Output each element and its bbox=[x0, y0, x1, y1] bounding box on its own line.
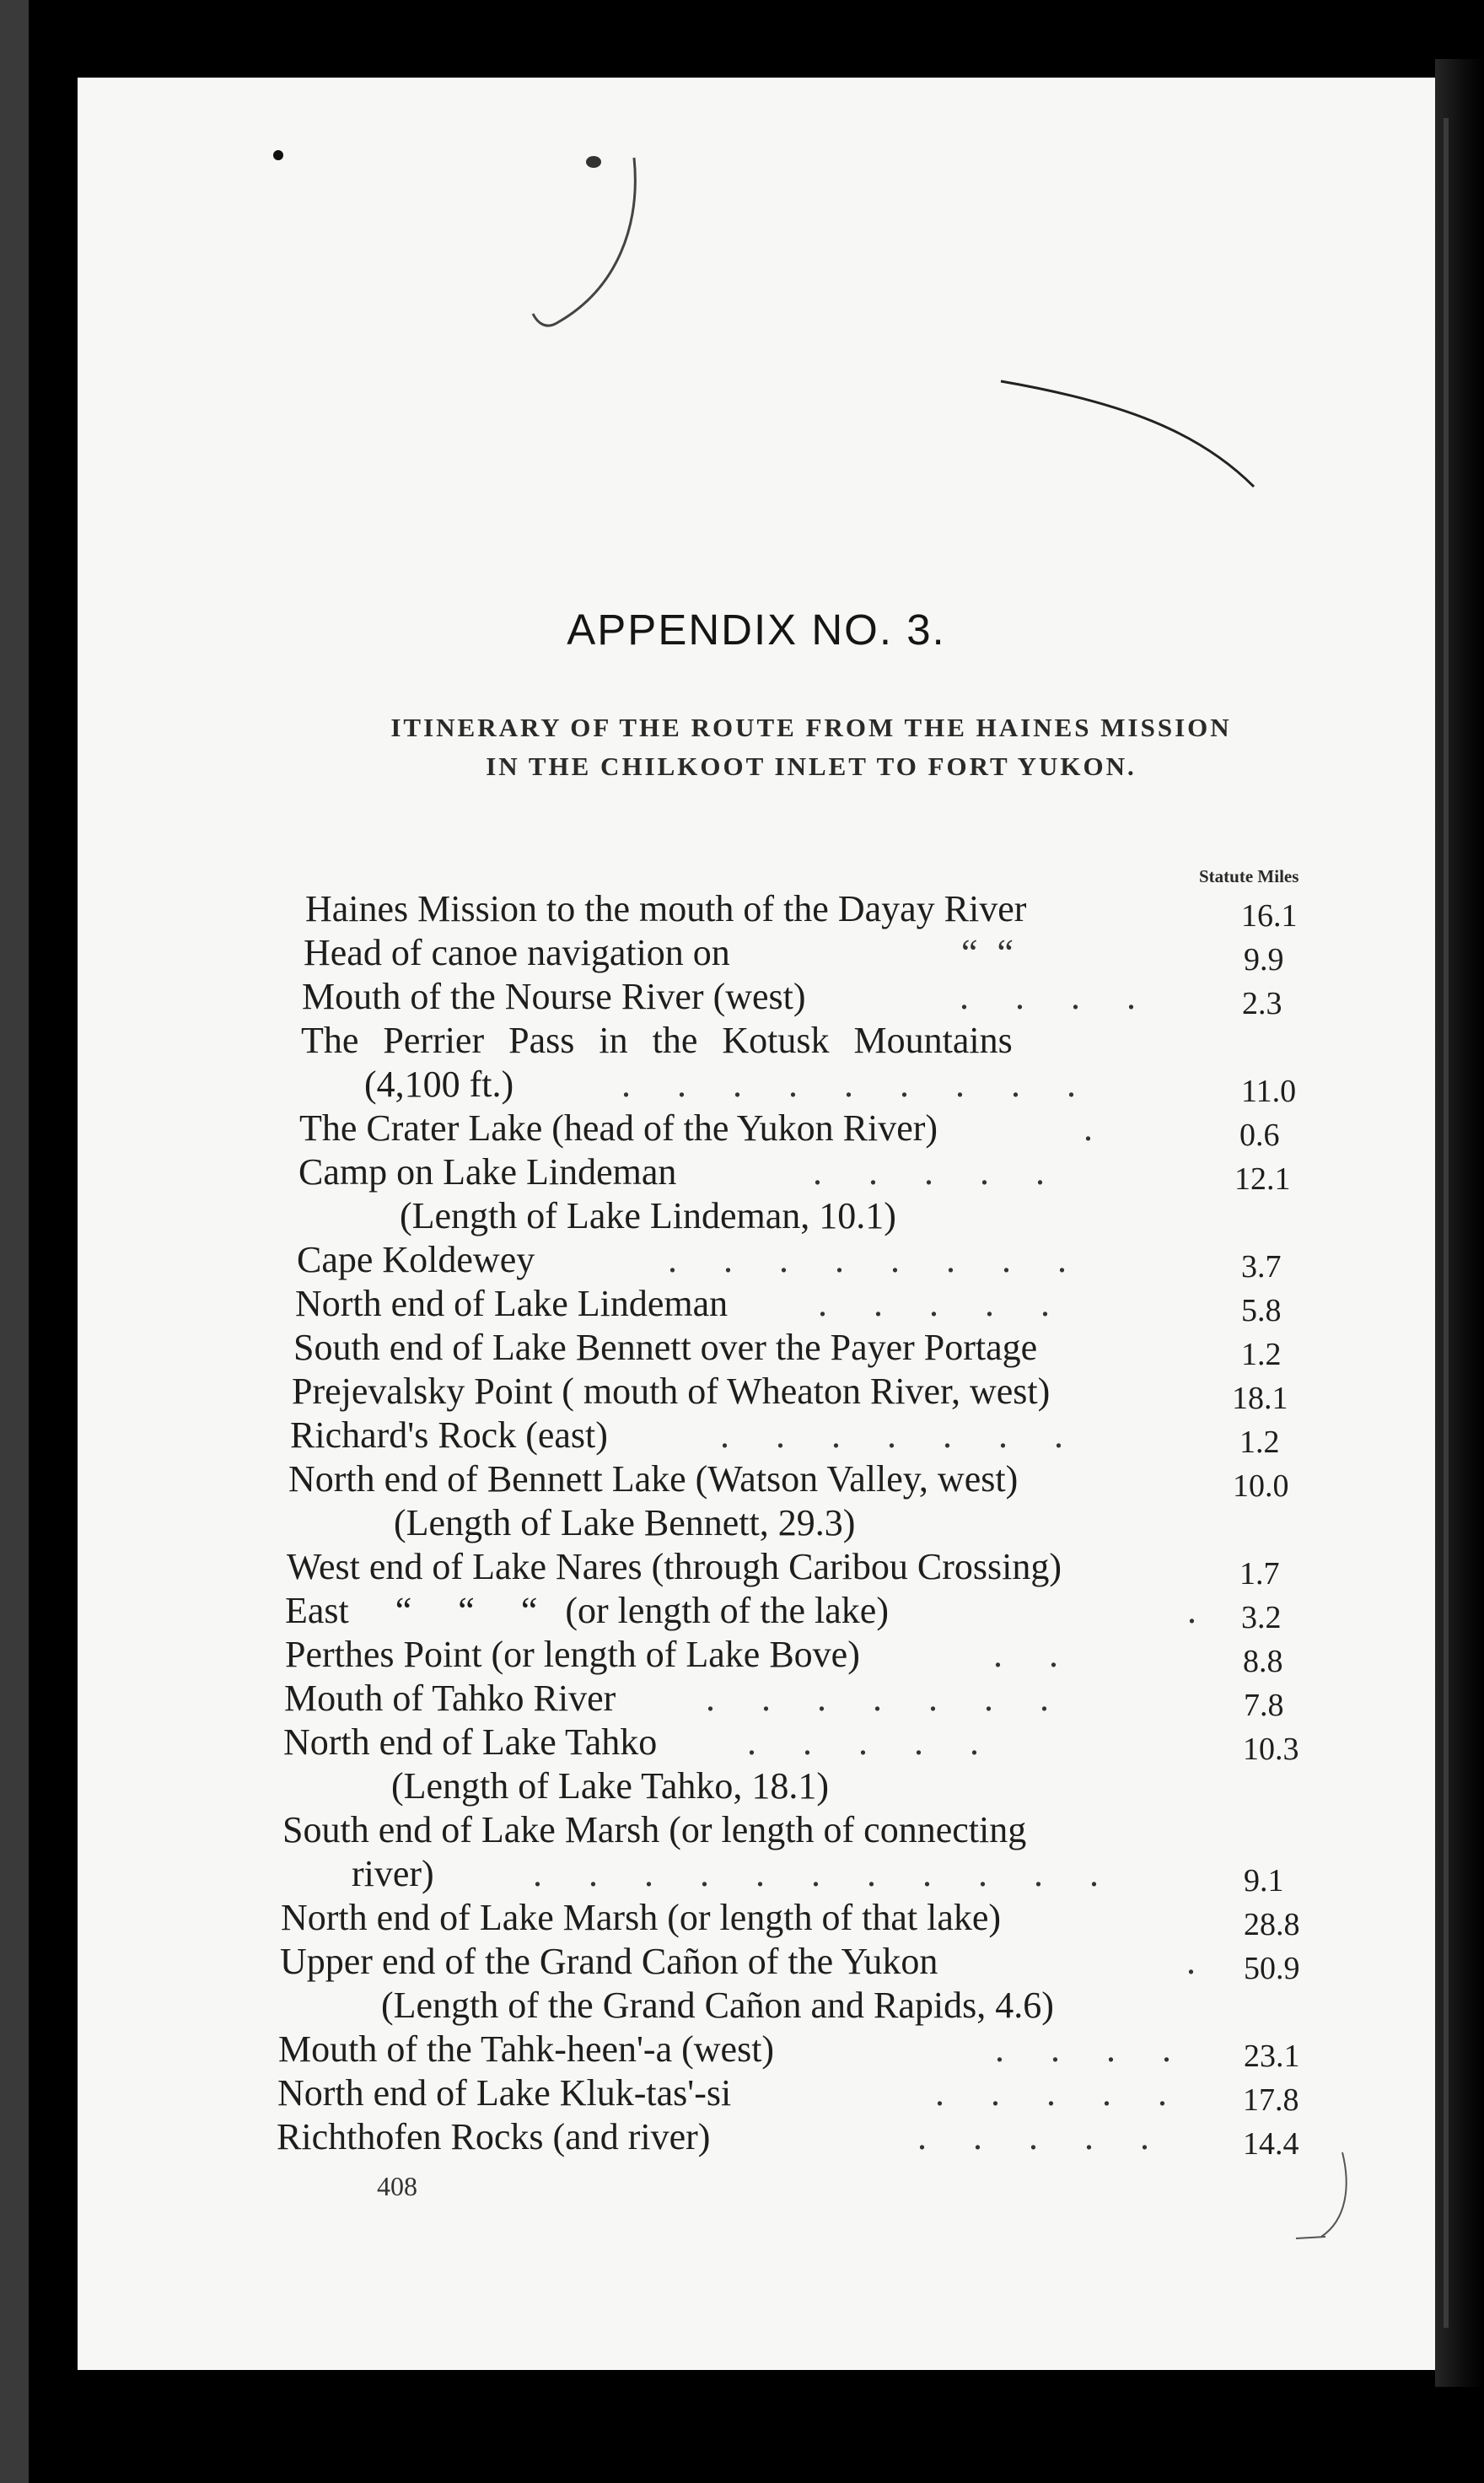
entry-label: (Length of Lake Lindeman, 10.1) bbox=[400, 1195, 896, 1236]
entry-miles: 10.3 bbox=[1243, 1732, 1299, 1767]
route-entry bbox=[301, 1019, 1484, 1063]
appendix-heading: APPENDIX NO. 3. bbox=[567, 606, 946, 654]
entry-label: Mouth of Tahko River bbox=[284, 1678, 616, 1719]
entry-label: North end of Lake Marsh (or length of that lake) bbox=[281, 1897, 1002, 1938]
itinerary-title bbox=[293, 708, 1330, 786]
entry-label: Upper end of the Grand Cañon of the Yukon bbox=[280, 1941, 938, 1982]
entry-label: South end of Lake Marsh (or length of connecting bbox=[282, 1809, 1027, 1850]
entry-leader-dots: . . . . bbox=[995, 2028, 1190, 2070]
entry-leader-dots: . bbox=[1186, 1941, 1214, 1982]
entry-leader-dots: . . . . . bbox=[935, 2072, 1186, 2114]
entry-leader-dots: . . . . . . . bbox=[720, 1414, 1082, 1456]
book-spine bbox=[1435, 59, 1484, 2387]
entry-label: East “ “ “ (or length of the lake) bbox=[285, 1590, 889, 1631]
statute-miles-header: Statute Miles bbox=[1199, 866, 1299, 886]
entry-leader-dots: . . . . . bbox=[813, 1151, 1063, 1193]
route-entry bbox=[352, 1852, 1484, 1899]
entry-miles: 2.3 bbox=[1242, 986, 1282, 1021]
entry-leader-dots: . . . . . . . bbox=[706, 1678, 1067, 1719]
entry-label: Richard's Rock (east) bbox=[290, 1414, 608, 1456]
route-entry bbox=[297, 1238, 1484, 1285]
entry-miles: 5.8 bbox=[1241, 1293, 1282, 1328]
route-entry bbox=[287, 1545, 1484, 1592]
ink-spot bbox=[586, 156, 601, 168]
entry-miles: 1.7 bbox=[1239, 1556, 1280, 1592]
entry-miles: 1.2 bbox=[1241, 1337, 1282, 1372]
entry-label: (Length of the Grand Cañon and Rapids, 4.6) bbox=[381, 1985, 1054, 2026]
entry-leader-dots: . . . . . bbox=[747, 1721, 997, 1763]
entry-label: Head of canoe navigation on bbox=[304, 932, 730, 973]
entry-miles: 8.8 bbox=[1243, 1644, 1283, 1679]
entry-label: Camp on Lake Lindeman bbox=[298, 1151, 677, 1193]
entry-leader-dots: . bbox=[1187, 1590, 1215, 1631]
entry-leader-dots: . . . . . . . . bbox=[668, 1239, 1085, 1280]
route-entry bbox=[282, 1808, 1484, 1852]
route-entry bbox=[285, 1633, 1484, 1677]
route-entry bbox=[285, 1589, 1484, 1633]
entry-miles: 7.8 bbox=[1244, 1688, 1284, 1723]
entry-miles: 14.4 bbox=[1243, 2126, 1299, 2162]
entry-label: Richthofen Rocks (and river) bbox=[277, 2116, 711, 2157]
book-page bbox=[78, 78, 1435, 2370]
entry-leader-dots: . . . . bbox=[960, 976, 1154, 1017]
itinerary-title-line-1: ITINERARY OF THE ROUTE FROM THE HAINES MISSION bbox=[390, 713, 1232, 742]
entry-miles: 3.2 bbox=[1241, 1600, 1282, 1635]
entry-leader-dots: . . . . . . . . . . . bbox=[533, 1853, 1117, 1894]
entry-miles: 17.8 bbox=[1243, 2082, 1299, 2118]
route-entry bbox=[281, 1896, 1484, 1940]
itinerary-title-line-2: IN THE CHILKOOT INLET TO FORT YUKON. bbox=[486, 751, 1137, 781]
route-entry bbox=[298, 1150, 1484, 1197]
route-entry bbox=[284, 1677, 1484, 1721]
entry-label: Mouth of the Nourse River (west) bbox=[302, 976, 806, 1017]
entry-label: Mouth of the Tahk-heen'-a (west) bbox=[278, 2028, 775, 2070]
entry-leader-dots: . . . . . bbox=[917, 2116, 1168, 2157]
entry-label: The Perrier Pass in the Kotusk Mountains bbox=[301, 1020, 1013, 1061]
spine-highlight bbox=[1444, 118, 1449, 2328]
entry-label: (Length of Lake Tahko, 18.1) bbox=[391, 1765, 830, 1807]
entry-label: Prejevalsky Point ( mouth of Wheaton River, west) bbox=[292, 1371, 1051, 1412]
entry-miles: 18.1 bbox=[1232, 1381, 1288, 1416]
scan-left-edge bbox=[0, 0, 29, 2483]
entry-label: North end of Lake Kluk-tas'-si bbox=[277, 2072, 732, 2114]
entry-miles: 9.1 bbox=[1244, 1863, 1284, 1899]
route-entry bbox=[280, 1940, 1484, 1984]
route-entry bbox=[304, 931, 1484, 978]
entry-miles: 10.0 bbox=[1233, 1468, 1289, 1504]
entry-label: The Crater Lake (head of the Yukon River) bbox=[299, 1107, 938, 1149]
entry-label: South end of Lake Bennett over the Payer Portage bbox=[293, 1327, 1038, 1368]
entry-miles: 23.1 bbox=[1244, 2039, 1300, 2074]
entry-miles: 50.9 bbox=[1244, 1951, 1300, 1986]
pencil-marks bbox=[78, 78, 1435, 601]
route-entry bbox=[302, 975, 1484, 1019]
route-entry bbox=[299, 1107, 1484, 1153]
entry-label: Haines Mission to the mouth of the Dayay River bbox=[305, 888, 1027, 929]
entry-miles: 28.8 bbox=[1244, 1907, 1300, 1942]
entry-leader-dots: . bbox=[1083, 1107, 1111, 1149]
route-entry bbox=[305, 887, 1484, 934]
entry-ditto-marks: “ “ bbox=[961, 932, 1019, 973]
route-entry bbox=[277, 2115, 1484, 2162]
entry-leader-dots: . . . . . bbox=[818, 1283, 1068, 1324]
entry-label: Cape Koldewey bbox=[297, 1239, 535, 1280]
entry-label: Perthes Point (or length of Lake Bove) bbox=[285, 1634, 860, 1675]
ink-dot bbox=[273, 150, 283, 160]
entry-label: (Length of Lake Bennett, 29.3) bbox=[394, 1502, 856, 1543]
entry-label: North end of Lake Lindeman bbox=[295, 1283, 729, 1324]
entry-label: West end of Lake Nares (through Caribou Crossing) bbox=[287, 1546, 1062, 1587]
route-entry bbox=[290, 1414, 1484, 1460]
entry-label: (4,100 ft.) bbox=[364, 1064, 514, 1105]
entry-miles: 3.7 bbox=[1241, 1249, 1282, 1285]
route-entry bbox=[295, 1282, 1484, 1326]
entry-miles: 16.1 bbox=[1241, 898, 1298, 934]
route-entry bbox=[277, 2071, 1484, 2118]
margin-bracket-mark bbox=[1321, 2152, 1347, 2237]
pencil-check-mark bbox=[533, 158, 635, 326]
entry-miles: 1.2 bbox=[1239, 1425, 1280, 1460]
route-entry bbox=[293, 1326, 1484, 1370]
entry-label: river) bbox=[352, 1853, 434, 1894]
route-entry bbox=[391, 1764, 1484, 1808]
entry-miles: 12.1 bbox=[1234, 1161, 1291, 1197]
route-entry bbox=[364, 1063, 1484, 1107]
route-entry bbox=[292, 1370, 1484, 1414]
route-entry bbox=[394, 1501, 1484, 1545]
entry-leader-dots: . . bbox=[993, 1634, 1077, 1675]
entry-miles: 0.6 bbox=[1239, 1118, 1280, 1153]
route-entry bbox=[381, 1984, 1484, 2028]
entry-miles: 9.9 bbox=[1244, 942, 1284, 978]
entry-label: North end of Bennett Lake (Watson Valley, west) bbox=[288, 1458, 1019, 1500]
pencil-stroke bbox=[1001, 381, 1254, 487]
route-entry bbox=[278, 2028, 1484, 2074]
entry-label: North end of Lake Tahko bbox=[283, 1721, 658, 1763]
margin-tick-mark bbox=[1296, 2237, 1325, 2238]
route-entry bbox=[288, 1457, 1484, 1504]
route-entry bbox=[400, 1194, 1484, 1238]
entry-miles: 11.0 bbox=[1241, 1074, 1297, 1109]
entry-leader-dots: . . . . . . . . . bbox=[621, 1064, 1094, 1105]
route-entry bbox=[283, 1721, 1484, 1767]
page-number: 408 bbox=[377, 2171, 417, 2201]
